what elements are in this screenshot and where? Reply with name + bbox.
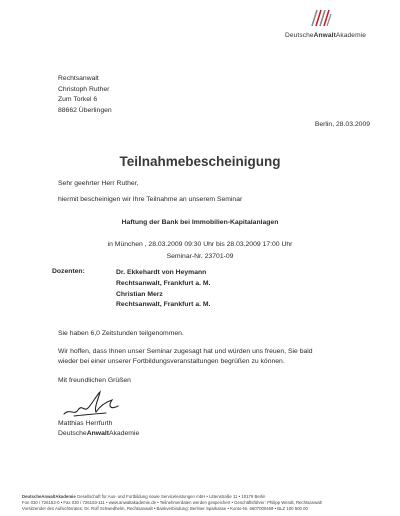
signer-org-part2: Anwalt — [86, 429, 109, 437]
footer-line-3: Vorsitzender des Aufsichtsrates: Dr. Rolf Schwedhelm, Rechtsanwalt • Bankverbindung: Berliner Sparkasse • Konto-Nr. 6607000469 • BLZ 100 500 00 — [22, 506, 308, 511]
lecturers-label: Dozenten: — [52, 268, 85, 275]
closing-line-1: Wir hoffen, dass Ihnen unser Seminar zugesagt hat und würden uns freuen, Sie bald — [58, 348, 313, 355]
letter-date: Berlin, 28.03.2009 — [314, 121, 370, 128]
recipient-line-3: Zum Torkel 6 — [58, 96, 98, 103]
signer-org-part1: Deutsche — [58, 429, 87, 437]
closing-paragraph — [58, 347, 358, 367]
lecturer-line: Rechtsanwalt, Frankfurt a. M. — [116, 301, 211, 309]
seminar-number: Seminar-Nr. 23701-09 — [166, 253, 234, 260]
footer-line-2: Fon 030 / 726153-0 • Fax 030 / 726153-111 • www.anwaltakademie.de • Teilnehmerdaten werden gespeichert • Geschäftsführer: Philipp Wendt, Rechtsanwalt — [22, 500, 322, 505]
logo-name-part2: Anwalt — [313, 32, 336, 39]
logo-name-part1: Deutsche — [285, 32, 314, 39]
footer-line-1-text: Gesellschaft für Aus- und Fortbildung sowie Serviceleistungen mbH • Littenstraße 11 • 10179 Berlin — [75, 494, 266, 499]
page-title: Teilnahmebescheinigung — [119, 154, 281, 169]
lecturer-line: Christian Merz — [116, 290, 163, 298]
recipient-line-1: Rechtsanwalt — [58, 75, 99, 82]
footer-brand: DeutscheAnwaltAkademie — [22, 494, 76, 499]
lecturers-list — [116, 268, 210, 311]
hours-attended-text: Sie haben 6,0 Zeitstunden teilgenommen. — [58, 330, 184, 337]
signer-org-part3: Akademie — [109, 429, 140, 437]
seminar-date-time: in München , 28.03.2009 09:30 Uhr bis 28.03.2009 17:00 Uhr — [107, 241, 293, 248]
greeting: Mit freundlichen Grüßen — [58, 377, 131, 384]
lecturer-line: Dr. Ekkehardt von Heymann — [116, 269, 207, 276]
deutsche-anwaltakademie-logo-icon — [309, 6, 333, 30]
salutation: Sehr geehrter Herr Ruther, — [58, 180, 139, 187]
recipient-address — [58, 74, 112, 116]
logo-name-part3: Akademie — [335, 32, 366, 39]
lecturer-line: Rechtsanwalt, Frankfurt a. M. — [116, 279, 211, 287]
footer-legal — [22, 494, 390, 512]
logo-wordmark — [285, 32, 366, 39]
signer-name: Matthias Herrfurth — [58, 420, 113, 427]
signer-block — [58, 419, 139, 438]
intro-text: hiermit bescheinigen wir Ihre Teilnahme an unserem Seminar — [58, 196, 243, 203]
recipient-line-2: Christoph Ruther — [58, 85, 110, 93]
recipient-line-4: 88662 Überlingen — [58, 106, 112, 114]
signer-organization — [58, 429, 139, 439]
seminar-title: Haftung der Bank bei Immobilien-Kapitalanlagen — [121, 219, 279, 226]
closing-line-2: wieder bei einer unserer Fortbildungsveranstaltungen begrüßen zu können. — [58, 358, 285, 365]
handwritten-signature — [60, 386, 122, 420]
